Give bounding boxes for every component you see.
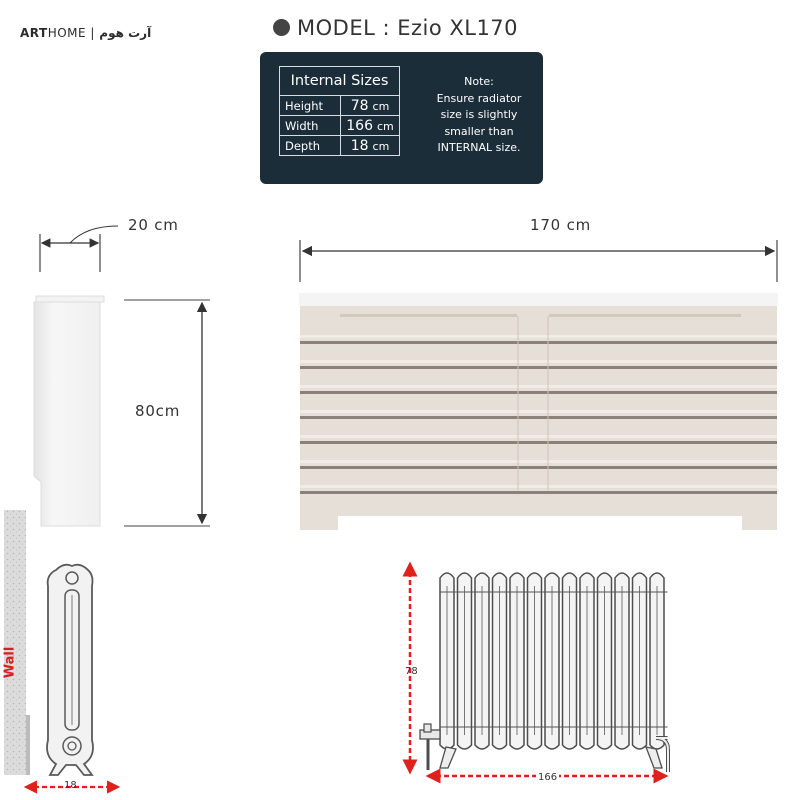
radiator-depth-label: 18 — [64, 780, 77, 791]
note-line: INTERNAL size. — [437, 141, 521, 154]
radiator-front-view — [420, 573, 668, 772]
internal-sizes-title: Internal Sizes — [280, 67, 400, 96]
cover-side-view — [34, 296, 104, 526]
radiator-side-view — [47, 565, 93, 775]
wall-label: Wall — [2, 646, 18, 679]
wall-section — [4, 510, 30, 775]
cover-height-label: 80cm — [135, 402, 181, 420]
note-line: size is slightly — [440, 108, 518, 121]
brand-name-bold: ART — [20, 26, 48, 40]
brand-separator: | — [90, 26, 95, 40]
size-label: Height — [280, 96, 341, 116]
size-value: 18 cm — [341, 136, 400, 156]
radiator-height-label: 78 — [405, 666, 418, 677]
note-line: Ensure radiator — [436, 91, 522, 105]
cover-depth-label: 20 cm — [128, 216, 179, 234]
note-line: Note: — [464, 75, 494, 88]
model-label: MODEL : Ezio XL170 — [297, 16, 519, 40]
note-line: smaller than — [444, 124, 514, 138]
cover-width-label: 170 cm — [530, 216, 592, 234]
size-value: 166 cm — [341, 116, 400, 136]
brand-persian: آرت هوم — [99, 26, 152, 40]
radiator-width-label: 166 — [538, 772, 558, 783]
cover-width-dimension — [300, 240, 777, 282]
size-label: Depth — [280, 136, 341, 156]
size-value: 78 cm — [341, 96, 400, 116]
cover-depth-dimension — [40, 226, 118, 272]
brand-name-rest: HOME — [47, 26, 87, 40]
cover-front-view — [299, 293, 778, 530]
size-label: Width — [280, 116, 341, 136]
